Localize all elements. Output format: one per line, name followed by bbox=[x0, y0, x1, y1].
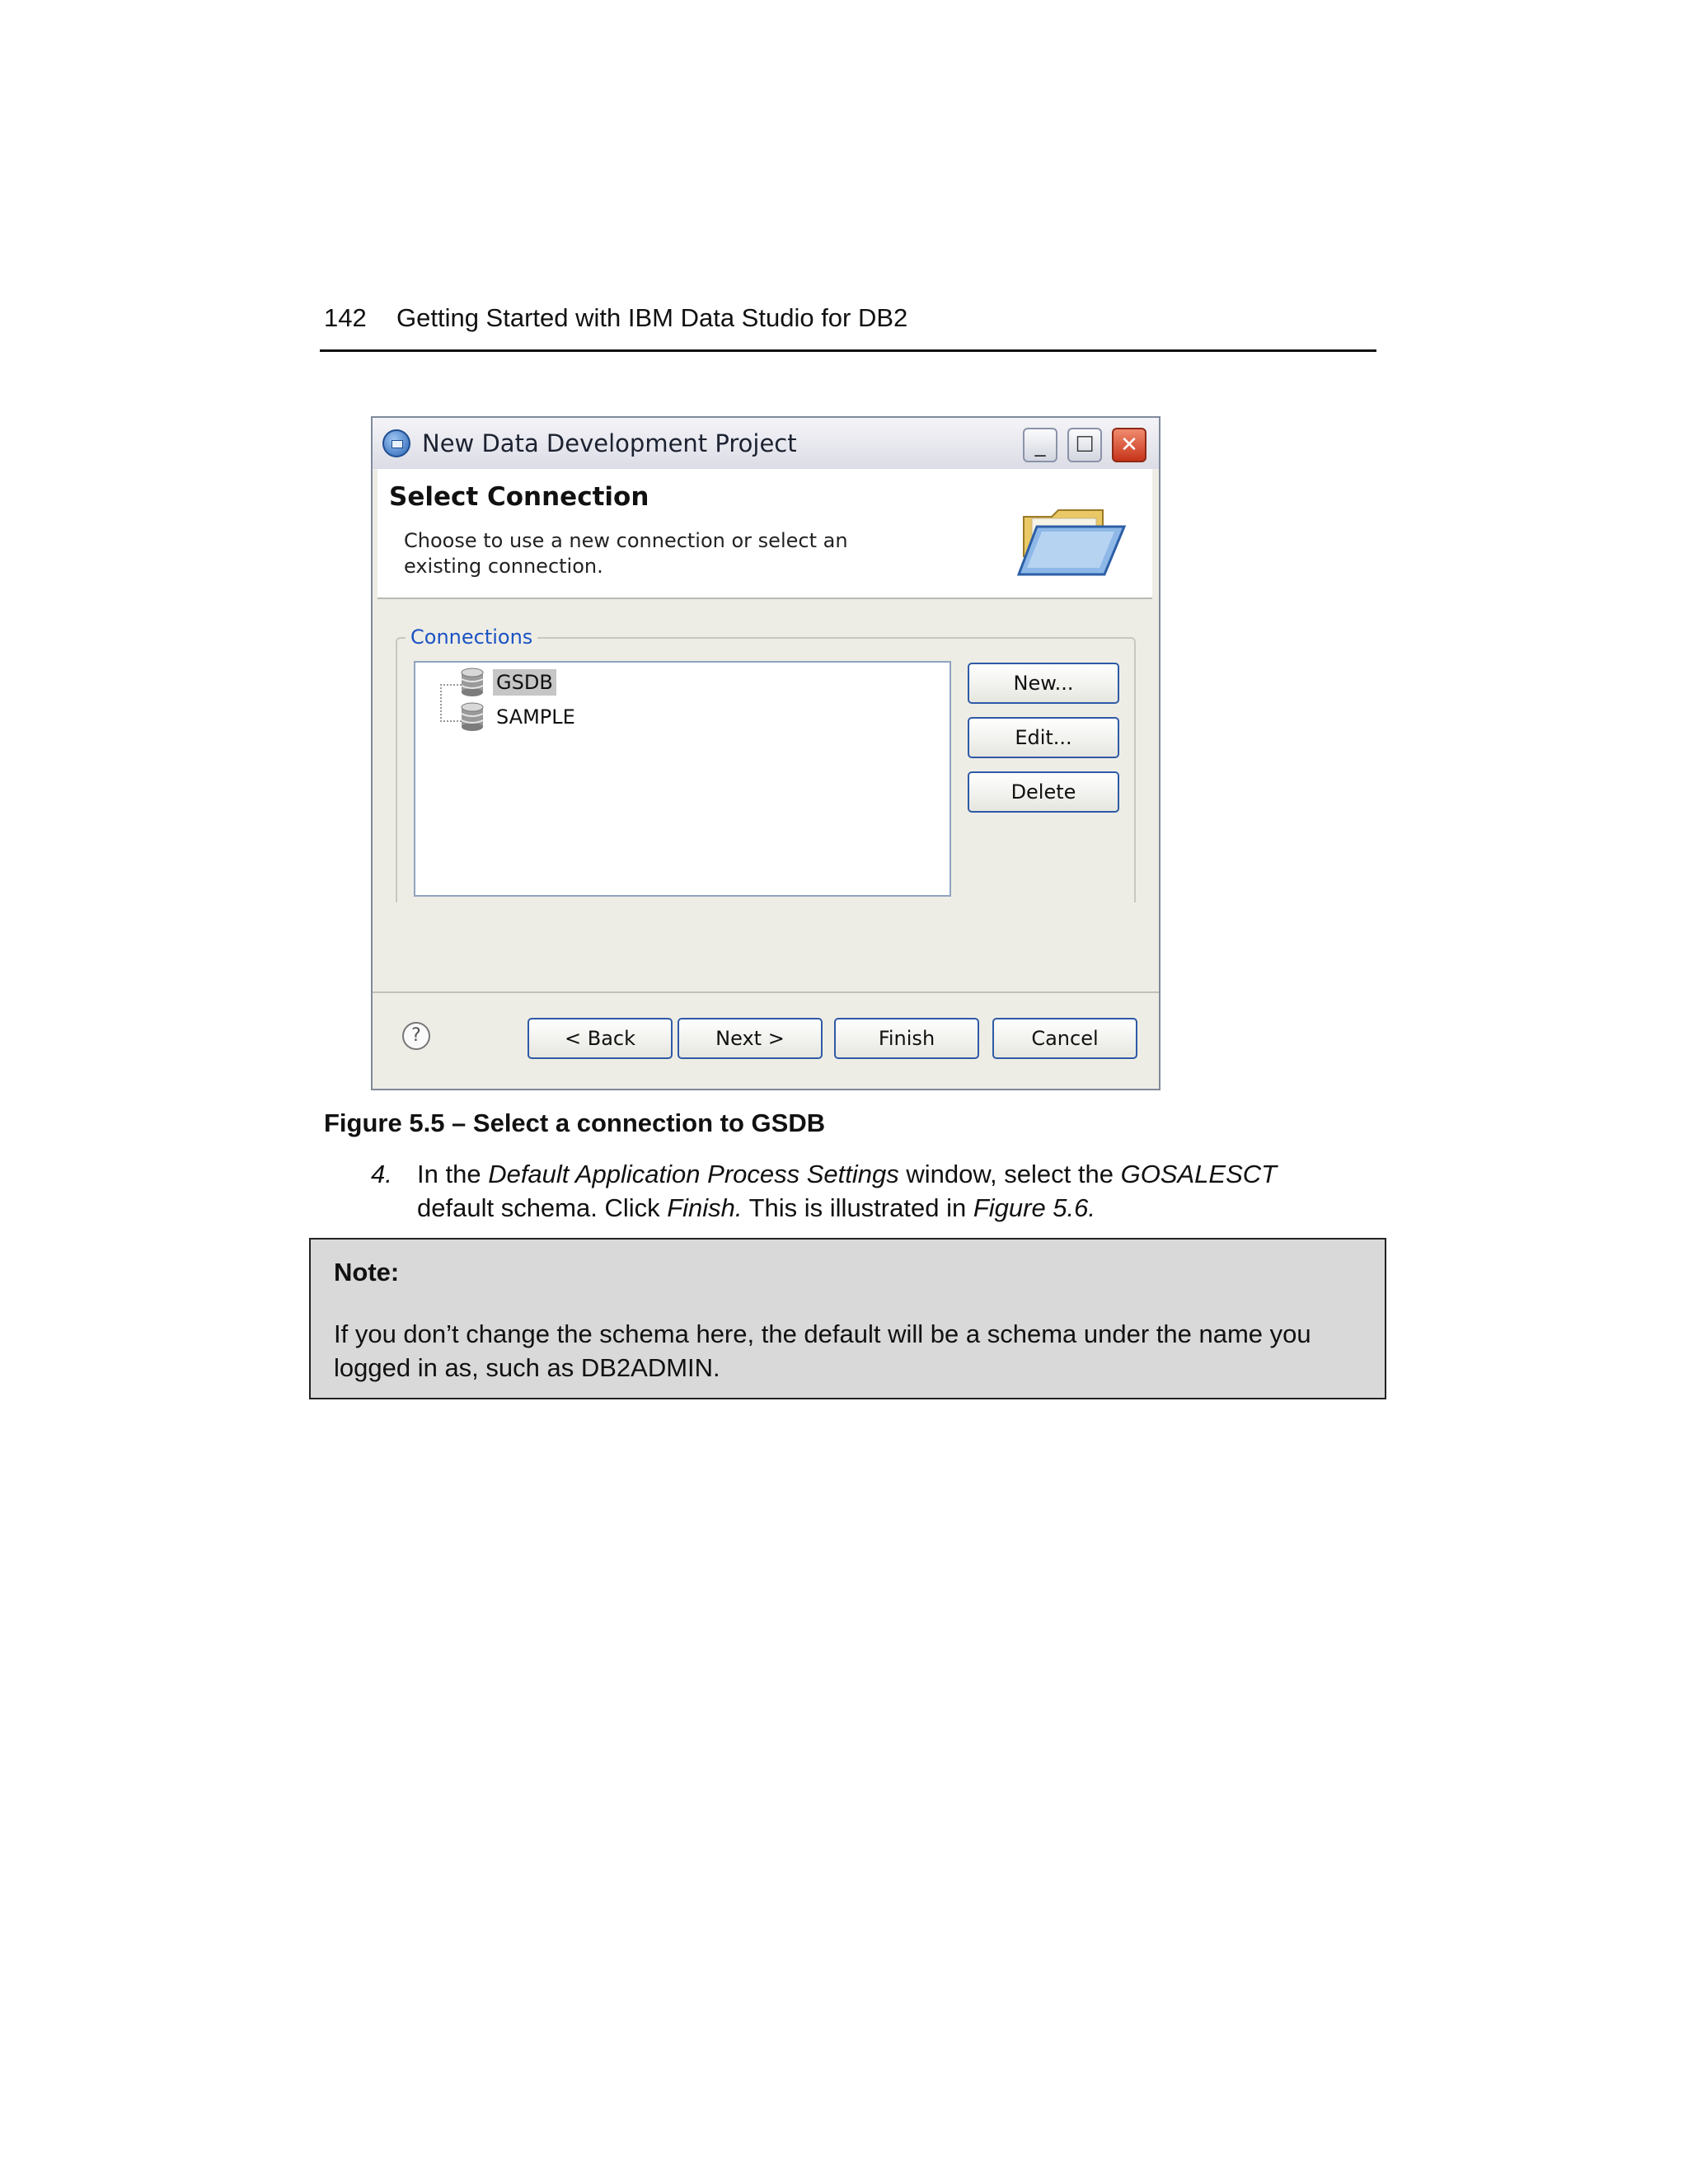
banner-description: Choose to use a new connection or select an existing connection. bbox=[404, 529, 848, 578]
database-icon bbox=[460, 668, 485, 697]
step-text-run: In the bbox=[417, 1160, 489, 1188]
folder-icon bbox=[1012, 499, 1128, 581]
tree-connector bbox=[440, 684, 462, 686]
step-text-run: This is illustrated in bbox=[742, 1193, 973, 1222]
maximize-button[interactable]: ☐ bbox=[1067, 428, 1102, 462]
next-button[interactable]: Next > bbox=[678, 1018, 823, 1059]
edit-connection-button[interactable]: Edit... bbox=[968, 717, 1119, 758]
database-icon bbox=[460, 702, 485, 732]
step-emphasis: Finish. bbox=[667, 1193, 743, 1222]
finish-button[interactable]: Finish bbox=[834, 1018, 979, 1059]
running-header bbox=[324, 303, 1379, 333]
step-text-run: window bbox=[898, 1160, 991, 1188]
delete-connection-button[interactable]: Delete bbox=[968, 771, 1119, 813]
step-text-run: , select the bbox=[990, 1160, 1121, 1188]
minimize-button[interactable]: _ bbox=[1023, 428, 1057, 462]
step-emphasis: Figure 5.6. bbox=[973, 1193, 1096, 1222]
header-rule bbox=[320, 349, 1376, 352]
back-button[interactable]: < Back bbox=[528, 1018, 673, 1059]
wizard-banner bbox=[377, 469, 1152, 599]
list-item[interactable] bbox=[460, 668, 556, 697]
tree-connector bbox=[440, 720, 462, 722]
footer-separator bbox=[373, 991, 1159, 993]
note-box bbox=[309, 1238, 1386, 1399]
app-icon bbox=[382, 429, 410, 457]
new-connection-button[interactable]: New... bbox=[968, 663, 1119, 704]
list-item[interactable] bbox=[460, 702, 579, 732]
figure-caption: Figure 5.5 – Select a connection to GSDB bbox=[324, 1108, 826, 1137]
window-title: New Data Development Project bbox=[422, 429, 797, 457]
close-button[interactable]: ✕ bbox=[1112, 428, 1146, 462]
help-icon[interactable]: ? bbox=[402, 1022, 430, 1050]
step-emphasis: GOSALESCT bbox=[1120, 1160, 1278, 1188]
new-project-dialog bbox=[371, 416, 1160, 1090]
note-body: If you don’t change the schema here, the default will be a schema under the name you logged in as, such as DB2ADMIN. bbox=[334, 1319, 1311, 1382]
step-number: 4. bbox=[371, 1160, 392, 1188]
cancel-button[interactable]: Cancel bbox=[992, 1018, 1137, 1059]
connection-name: SAMPLE bbox=[496, 705, 575, 729]
connection-name: GSDB bbox=[493, 669, 556, 696]
connections-group-label: Connections bbox=[406, 626, 537, 649]
title-bar[interactable] bbox=[373, 418, 1159, 469]
connection-list[interactable] bbox=[414, 661, 951, 897]
tree-connector bbox=[440, 684, 442, 722]
step-text bbox=[417, 1157, 1357, 1225]
step-text-run: default schema. Click bbox=[417, 1193, 668, 1222]
note-title: Note: bbox=[334, 1258, 400, 1286]
page-number: 142 bbox=[324, 303, 367, 332]
running-title: Getting Started with IBM Data Studio for DB2 bbox=[396, 303, 908, 332]
banner-title: Select Connection bbox=[389, 482, 649, 512]
step-emphasis: Default Application Process Settings bbox=[488, 1160, 899, 1188]
